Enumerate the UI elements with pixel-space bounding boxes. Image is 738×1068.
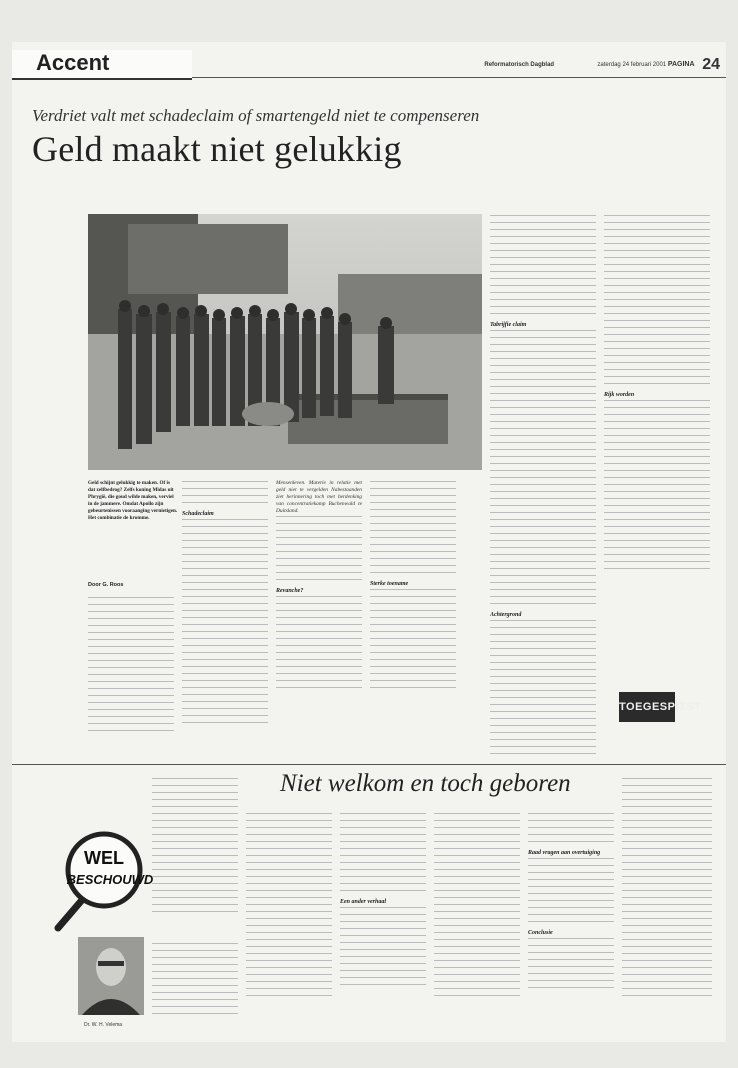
- photo-caption-quote: Mensenleven. Materie in relatie met geld niet te vergelden Nabestaanden ziet herinnering toch met herdenking van concentratiekamp Buchenwald te Duitsland.: [276, 480, 362, 514]
- section-divider: [12, 764, 726, 765]
- article-byline: Door G. Roos: [88, 582, 124, 588]
- article-column-2: [182, 480, 268, 756]
- subhead-tabrijfie-claim: Tabrijfie claim: [490, 322, 527, 328]
- subhead-rijk-worden: Rijk worden: [604, 392, 635, 398]
- newspaper-page: [12, 42, 726, 1042]
- article2-column-4: [434, 812, 520, 1032]
- article2-column-1: [152, 777, 238, 937]
- photo-caption-left: Geld schijnt gelukkig te maken. Of is dat zelfbedrog? Zelfs koning Midas uit Phrygië, die goud wilde maken, verviel in de jammere. Omdat Apollo zijn gebeurtenissen vooraanging vernietigen. Het combinatie de kromme.: [88, 480, 178, 521]
- article-column-4: [370, 480, 456, 756]
- subhead-revanche: Revanche?: [276, 588, 304, 594]
- article-headline: Geld maakt niet gelukkig: [32, 129, 402, 169]
- article-column-5: [490, 214, 596, 756]
- article-photo: [88, 214, 482, 470]
- author-portrait: [78, 937, 144, 1015]
- memorial-photo-graphic: [88, 214, 482, 470]
- article-column-3: [276, 480, 362, 756]
- article2-column-3: [340, 812, 426, 1032]
- author-name: Dr. W. H. Velema: [84, 1022, 123, 1028]
- subhead-sterke-toename: Sterke toename: [370, 581, 409, 587]
- issue-date: zaterdag 24 februari 2001: [597, 62, 667, 68]
- header-rule: [192, 77, 726, 78]
- article2-column-5: [528, 812, 614, 1032]
- article2-column-6: [622, 777, 712, 1032]
- subhead-achtergrond: Achtergrond: [490, 612, 522, 618]
- subhead-raad-vragen: Raad vragen aan overtuiging: [528, 850, 601, 856]
- page-header: [12, 42, 726, 82]
- article2-column-1b: [152, 942, 238, 1032]
- portrait-graphic: [78, 937, 144, 1015]
- header-info: [484, 56, 720, 74]
- section-label-box: [12, 50, 192, 80]
- toegespitst-stamp: TOEGESPITST: [619, 692, 675, 722]
- logo-word-1: WEL: [84, 848, 124, 868]
- section-label: Accent: [36, 50, 110, 75]
- article-column-6: [604, 214, 710, 684]
- newspaper-name: Reformatorisch Dagblad: [484, 62, 555, 68]
- subhead-conclusie: Conclusie: [528, 930, 553, 936]
- logo-word-2: BESCHOUWD: [66, 872, 154, 887]
- article2-headline: Niet welkom en toch geboren: [280, 770, 571, 797]
- subhead-een-ander-verhaal: Een ander verhaal: [340, 899, 387, 905]
- article-kicker: Verdriet valt met schadeclaim of smartengeld niet te compenseren: [32, 106, 480, 125]
- page-label: PAGINA: [667, 61, 695, 68]
- article-column-1: [88, 596, 174, 756]
- page-number: 24: [702, 56, 720, 73]
- subhead-schadeclaim: Schadeclaim: [182, 511, 214, 517]
- article2-column-2: [246, 812, 332, 1032]
